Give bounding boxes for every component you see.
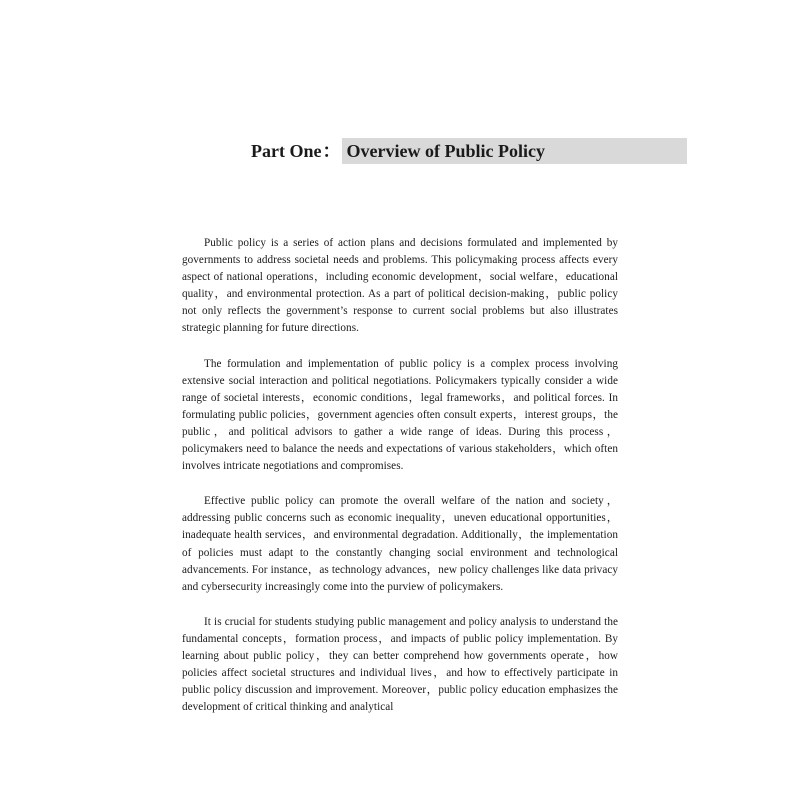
title-separator: ： <box>322 141 341 161</box>
paragraph-1: Public policy is a series of action plans and decisions formulated and implemented by governments to address societal needs and problems. This policymaking process affects every aspect of national operations，including economic development，social welfare，educational quality，and environmental protection. As a part of political decision-making，public policy not only reflects the government’s response to current social problems but also illustrates strategic planning for future directions. <box>182 237 618 335</box>
part-label: Part One <box>251 141 322 161</box>
paragraph-2: The formulation and implementation of public policy is a complex process involving extensive social interaction and political negotiations. Policymakers typically consider a wide range of societal interests，economic conditions，legal frameworks，and political forces. In formulating public policies，government agencies often consult experts，interest groups，the public，and political advisors to gather a wide range of ideas. During this process，policymakers need to balance the needs and expectations of various stakeholders，which often involves intricate negotiations and compromises. <box>182 357 618 473</box>
body-text <box>182 235 618 734</box>
section-heading: Overview of Public Policy <box>342 138 687 164</box>
page-title <box>251 138 687 164</box>
paragraph-4: It is crucial for students studying public management and policy analysis to understand the fundamental concepts，formation process，and impacts of public policy implementation. By learning about public policy，they can better comprehend how governments operate，how policies affect societal structures and individual lives，and how to effectively participate in public policy discussion and improvement. Moreover，public policy education emphasizes the development of critical thinking and analytical <box>182 615 618 714</box>
paragraph-3: Effective public policy can promote the overall welfare of the nation and society，addressing public concerns such as economic inequality，uneven educational opportunities，inadequate health services，and environmental degradation. Additionally，the implementation of policies must adapt to the constantly changing social environment and technological advancements. For instance，as technology advances，new policy challenges like data privacy and cybersecurity increasingly come into the purview of policymakers. <box>182 495 618 593</box>
